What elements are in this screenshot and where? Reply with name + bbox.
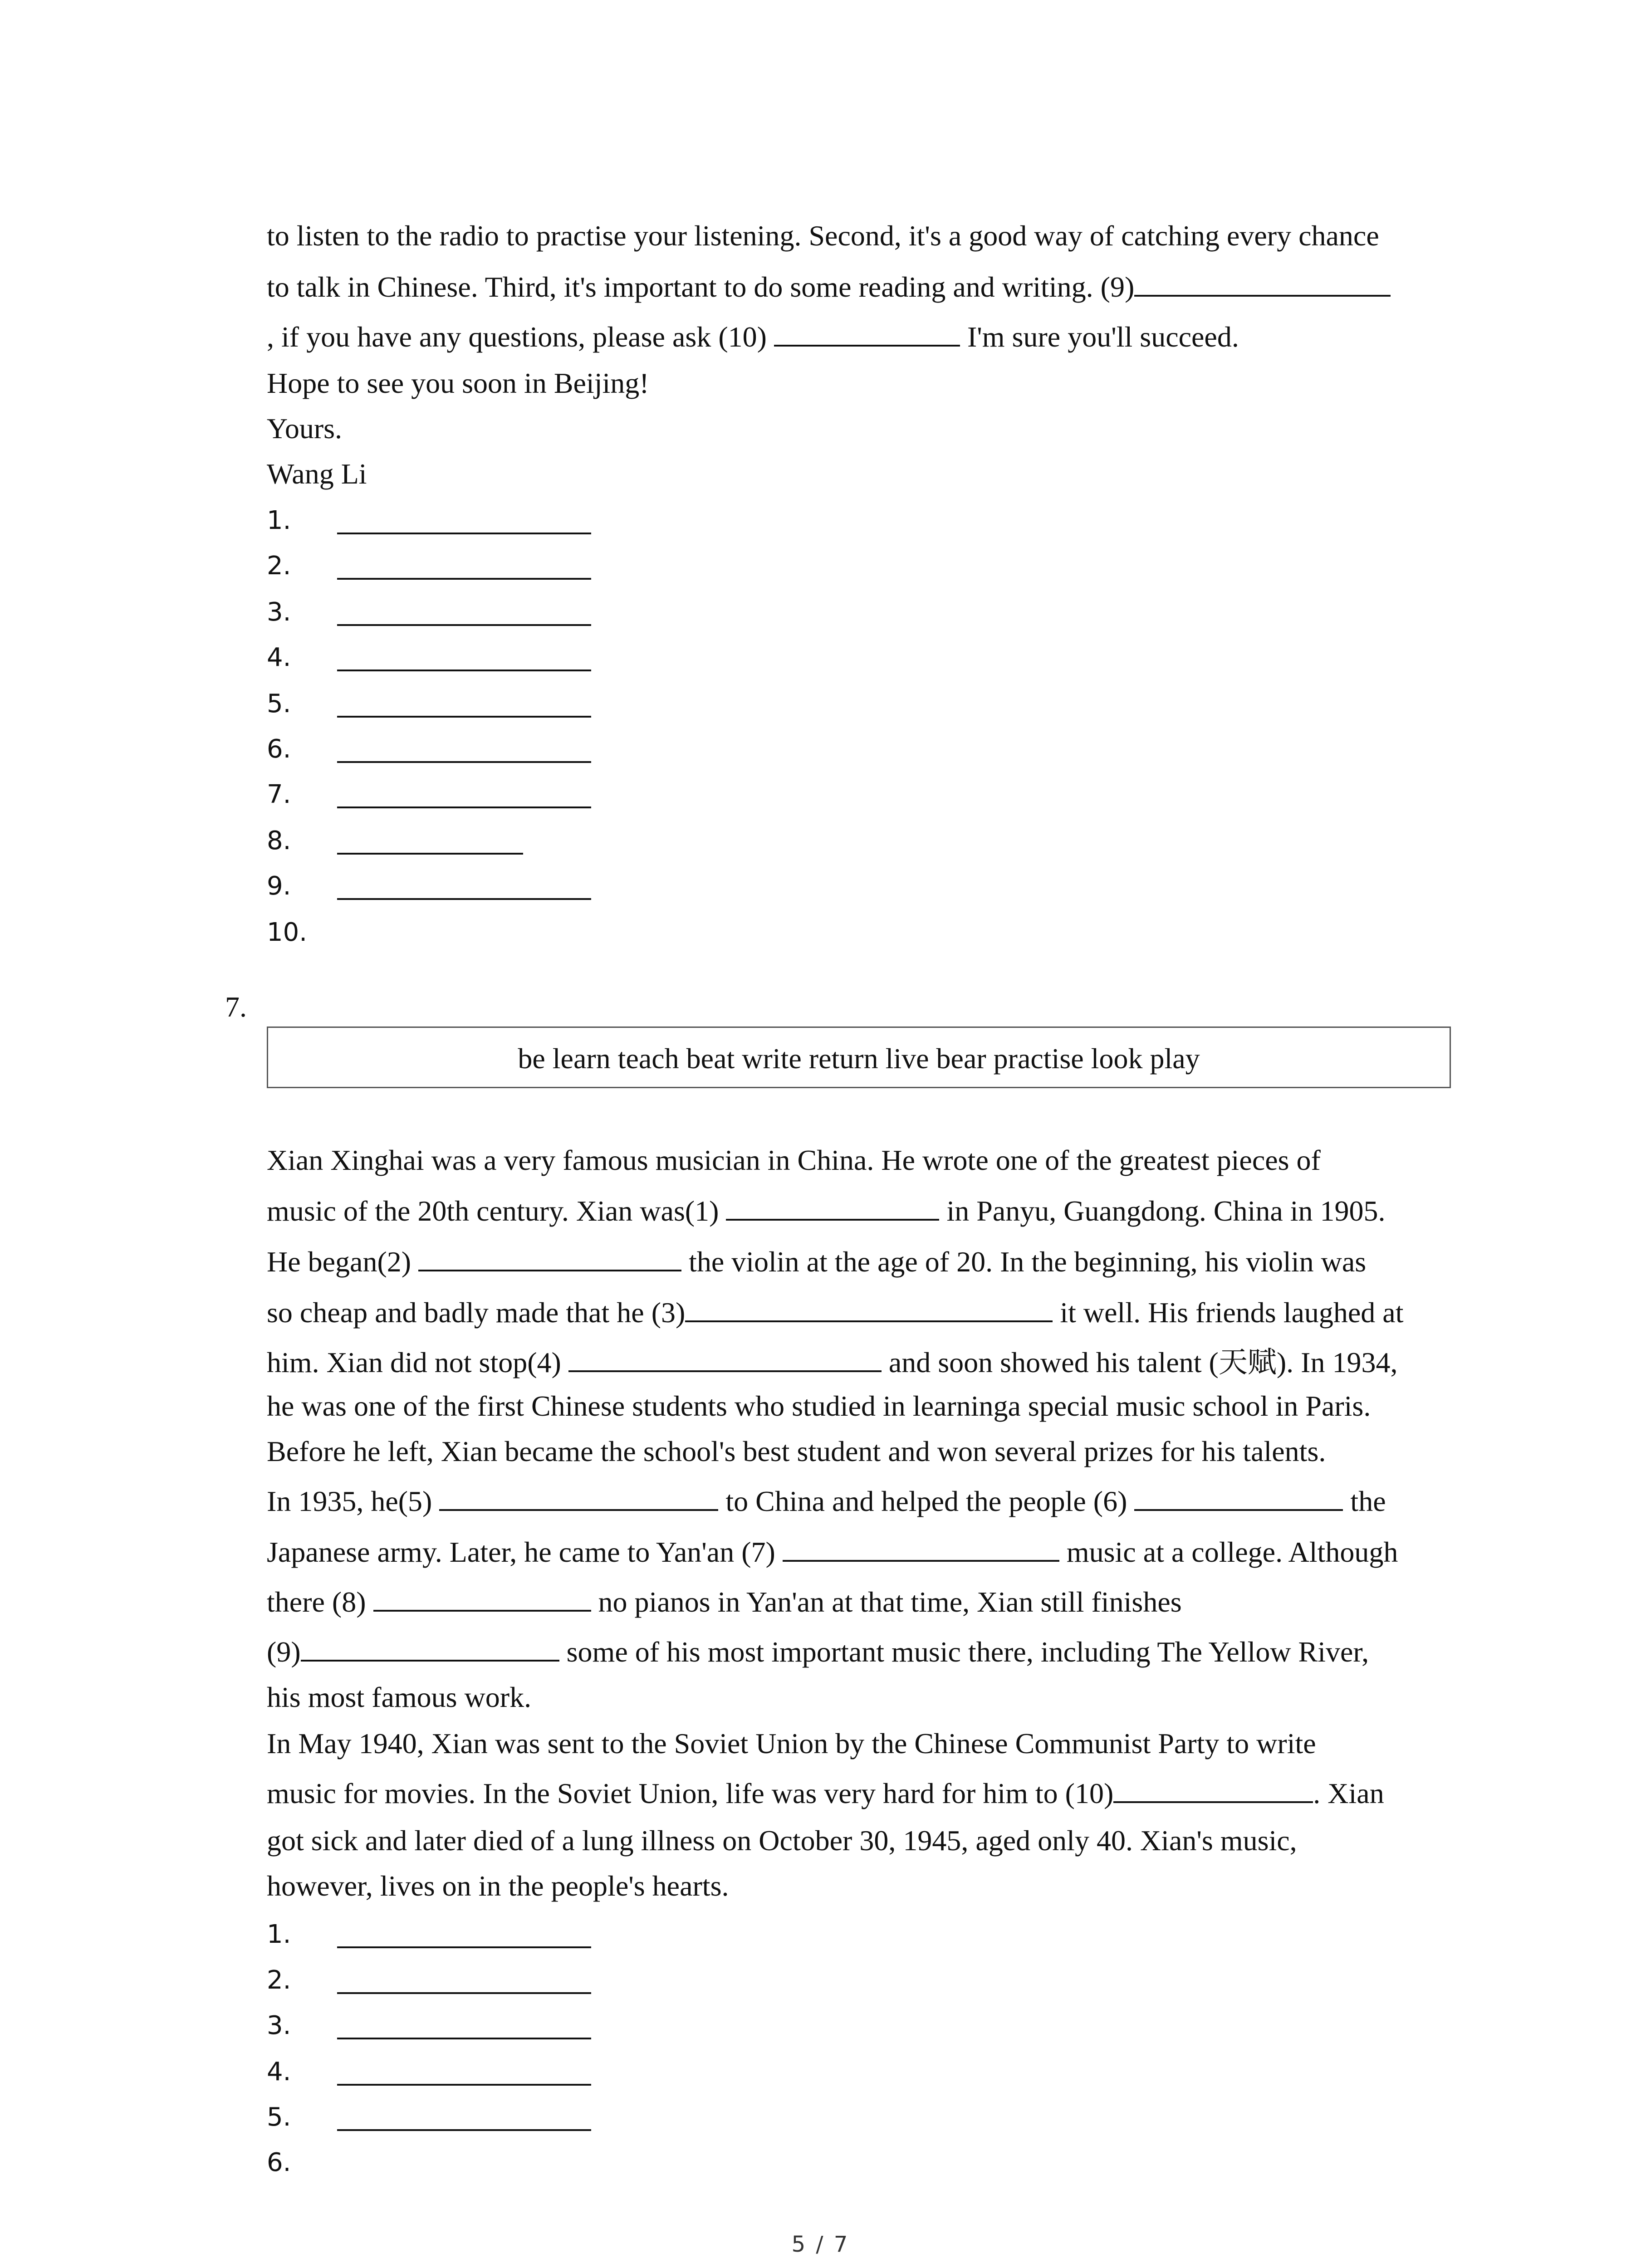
passage-line: Hope to see you soon in Beijing! <box>267 367 649 399</box>
answer-item: 1. <box>267 507 291 534</box>
passage-line: got sick and later died of a lung illness on October 30, 1945, aged only 40. Xian's music, <box>267 1824 1297 1857</box>
passage-line: Yours. <box>267 412 343 445</box>
passage-line: to listen to the radio to practise your listening. Second, it's a good way of catching every chance <box>267 220 1379 252</box>
passage-line: Japanese army. Later, he came to Yan'an (7) music at a college. Although <box>267 1530 1398 1575</box>
answer-line[interactable] <box>337 1946 591 1948</box>
answer-item: 8. <box>267 827 291 855</box>
answer-item: 3. <box>267 2012 291 2039</box>
passage-line: (9) some of his most important music there, including The Yellow River, <box>267 1629 1369 1675</box>
answer-line[interactable] <box>337 2038 591 2039</box>
passage-line: there (8) no pianos in Yan'an at that time, Xian still finishes <box>267 1579 1182 1625</box>
answer-item: 7. <box>267 781 291 808</box>
answer-line[interactable] <box>337 533 591 534</box>
answer-line[interactable] <box>337 670 591 671</box>
passage-line: to talk in Chinese. Third, it's important to do some reading and writing. (9) <box>267 264 1391 310</box>
answer-item: 4. <box>267 644 291 671</box>
passage-line: Wang Li <box>267 458 367 490</box>
answer-line[interactable] <box>337 1992 591 1994</box>
passage-line: music of the 20th century. Xian was(1) in Panyu, Guangdong. China in 1905. <box>267 1188 1386 1234</box>
answer-line[interactable] <box>337 2129 591 2131</box>
answer-item: 3. <box>267 599 291 626</box>
passage-line: In 1935, he(5) to China and helped the people (6) the <box>267 1479 1386 1524</box>
page-number: 5 / 7 <box>791 2232 850 2257</box>
answer-item: 1. <box>267 1921 291 1948</box>
answer-line[interactable] <box>337 578 591 580</box>
answer-blank-5[interactable] <box>439 1482 718 1511</box>
passage-line: , if you have any questions, please ask (10) I'm sure you'll succeed. <box>267 314 1239 360</box>
answer-line[interactable] <box>337 624 591 626</box>
answer-item: 2. <box>267 1967 291 1994</box>
passage-line: music for movies. In the Soviet Union, life was very hard for him to (10) . Xian <box>267 1771 1384 1816</box>
passage-line: In May 1940, Xian was sent to the Soviet Union by the Chinese Communist Party to write <box>267 1727 1316 1760</box>
answer-line[interactable] <box>337 761 591 763</box>
answer-item: 6. <box>267 2148 291 2177</box>
answer-blank-8[interactable] <box>373 1583 591 1612</box>
answer-line[interactable] <box>337 716 591 718</box>
passage-line: his most famous work. <box>267 1681 532 1713</box>
answer-blank-4[interactable] <box>568 1343 882 1372</box>
answer-item: 9. <box>267 873 291 900</box>
answer-item: 6. <box>267 736 291 763</box>
answer-item: 5. <box>267 2104 291 2131</box>
answer-blank-7[interactable] <box>783 1533 1059 1562</box>
answer-line[interactable] <box>337 898 591 900</box>
passage-line: however, lives on in the people's hearts. <box>267 1870 729 1902</box>
passage-line: He began(2) the violin at the age of 20. In the beginning, his violin was <box>267 1239 1366 1285</box>
passage-line: him. Xian did not stop(4) and soon showed his talent (天赋). In 1934, <box>267 1340 1397 1385</box>
answer-blank-3[interactable] <box>685 1293 1053 1322</box>
word-bank: be learn teach beat write return live bear practise look play <box>267 1026 1451 1088</box>
answer-blank-10[interactable] <box>774 318 960 347</box>
answer-item: 2. <box>267 552 291 580</box>
answer-blank-10[interactable] <box>1113 1774 1313 1803</box>
question-number: 7. <box>225 991 247 1023</box>
answer-line[interactable] <box>337 807 591 808</box>
answer-blank-1[interactable] <box>726 1192 939 1221</box>
answer-blank-9[interactable] <box>1134 268 1391 297</box>
passage-line: Xian Xinghai was a very famous musician in China. He wrote one of the greatest pieces of <box>267 1144 1321 1176</box>
answer-item: 10. <box>267 918 308 947</box>
passage-line: Before he left, Xian became the school's best student and won several prizes for his talents. <box>267 1435 1326 1467</box>
answer-line[interactable] <box>337 853 523 855</box>
answer-blank-2[interactable] <box>418 1242 681 1271</box>
answer-item: 5. <box>267 690 291 718</box>
passage-line: he was one of the first Chinese students who studied in learninga special music school in Paris. <box>267 1390 1371 1422</box>
passage-line: so cheap and badly made that he (3) it well. His friends laughed at <box>267 1290 1403 1335</box>
answer-line[interactable] <box>337 2084 591 2086</box>
answer-blank-6[interactable] <box>1134 1482 1343 1511</box>
answer-item: 4. <box>267 2058 291 2086</box>
answer-blank-9[interactable] <box>301 1633 559 1662</box>
